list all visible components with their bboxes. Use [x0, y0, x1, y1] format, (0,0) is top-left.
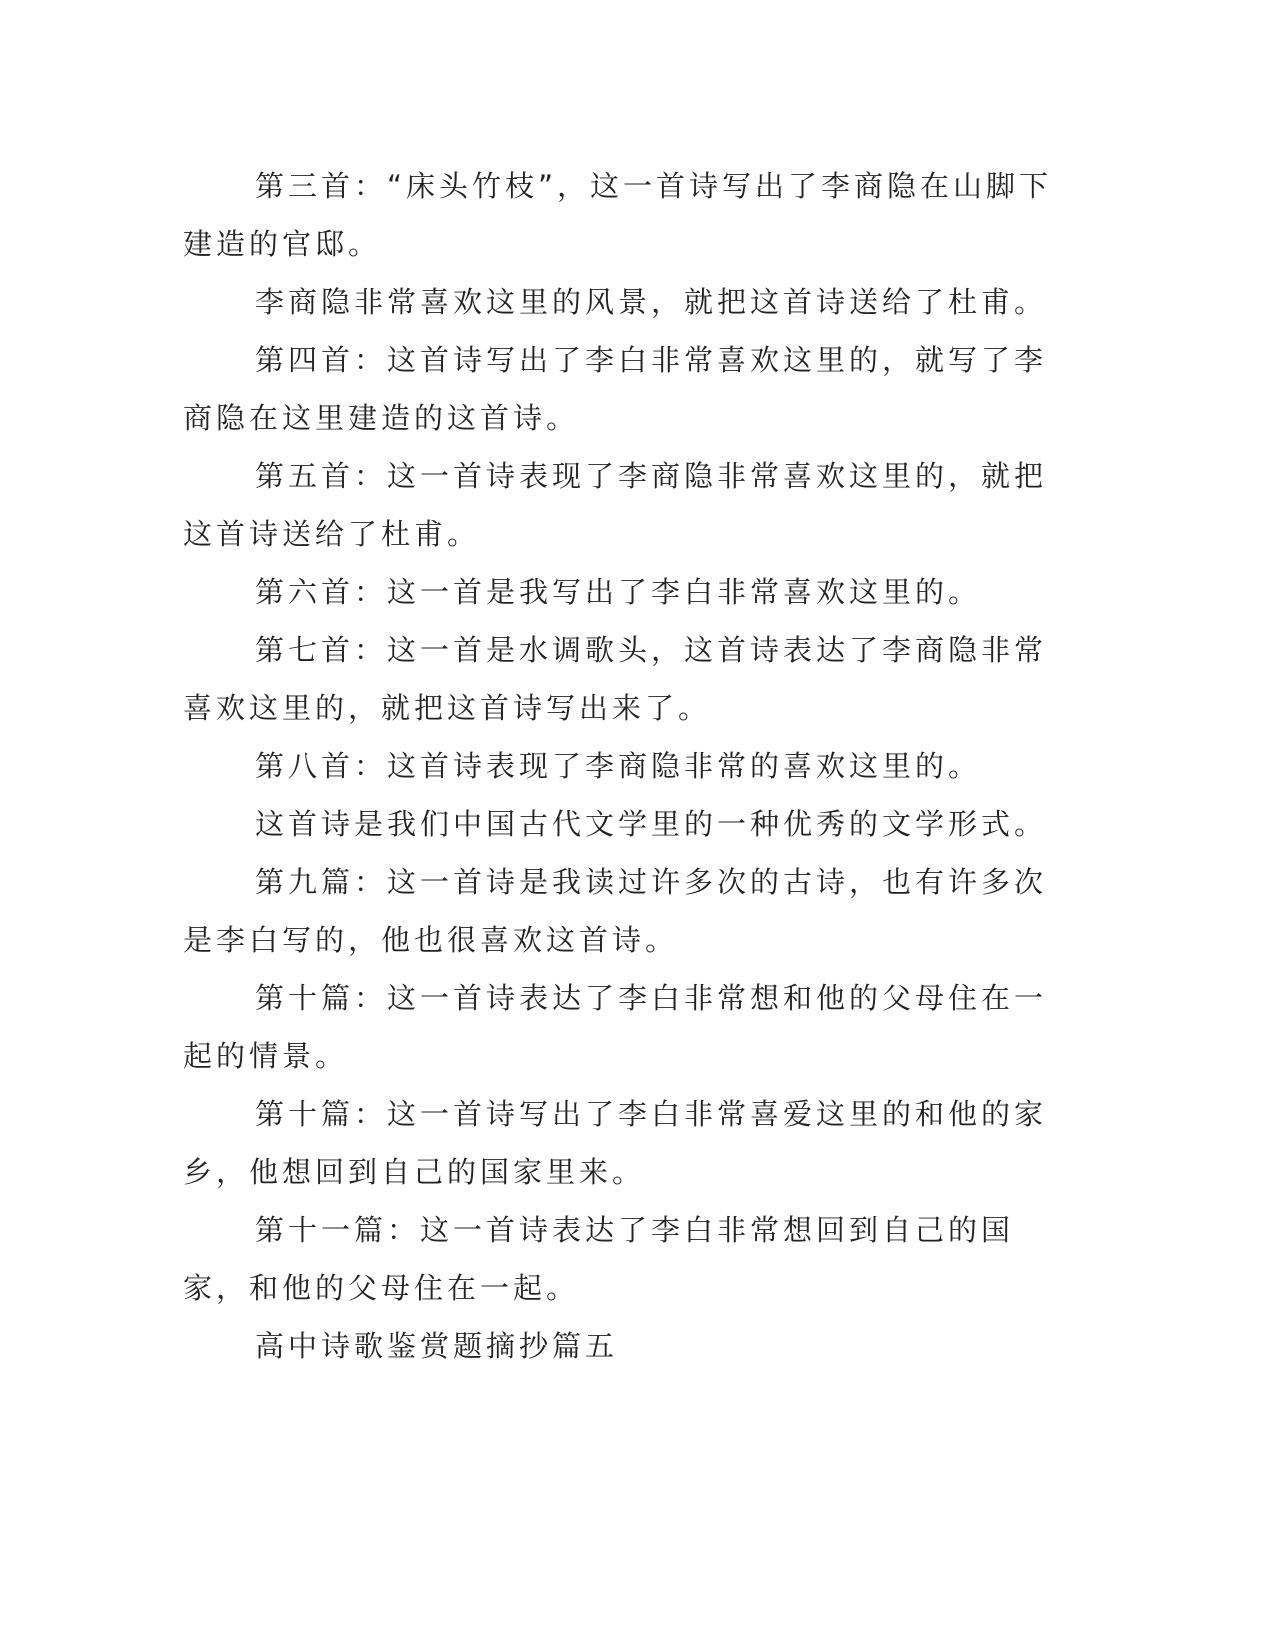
paragraph-10b: 第十篇：这一首诗写出了李白非常喜爱这里的和他的家乡，他想回到自己的国家里来。	[183, 1097, 1048, 1189]
paragraph-8: 第八首：这首诗表现了李商隐非常的喜欢这里的。	[255, 749, 982, 783]
paragraph-10a: 第十篇：这一首诗表达了李白非常想和他的父母住在一起的情景。	[183, 981, 1048, 1073]
document-body	[183, 157, 1068, 1375]
paragraph-3: 第三首：“床头竹枝”，这一首诗写出了李商隐在山脚下建造的官邸。	[183, 169, 1053, 261]
paragraph-5: 第五首：这一首诗表现了李商隐非常喜欢这里的，就把这首诗送给了杜甫。	[183, 459, 1048, 551]
paragraph-4: 第四首：这首诗写出了李白非常喜欢这里的，就写了李商隐在这里建造的这首诗。	[183, 343, 1048, 435]
section-heading: 高中诗歌鉴赏题摘抄篇五	[255, 1329, 619, 1363]
paragraph-7: 第七首：这一首是水调歌头，这首诗表达了李商隐非常喜欢这里的，就把这首诗写出来了。	[183, 633, 1048, 725]
paragraph-3-note: 李商隐非常喜欢这里的风景，就把这首诗送给了杜甫。	[255, 285, 1048, 319]
paragraph-11: 第十一篇：这一首诗表达了李白非常想回到自己的国家，和他的父母住在一起。	[183, 1213, 1015, 1305]
paragraph-8-note: 这首诗是我们中国古代文学里的一种优秀的文学形式。	[255, 807, 1048, 841]
paragraph-9: 第九篇：这一首诗是我读过许多次的古诗，也有许多次是李白写的，他也很喜欢这首诗。	[183, 865, 1048, 957]
paragraph-6: 第六首：这一首是我写出了李白非常喜欢这里的。	[255, 575, 982, 609]
